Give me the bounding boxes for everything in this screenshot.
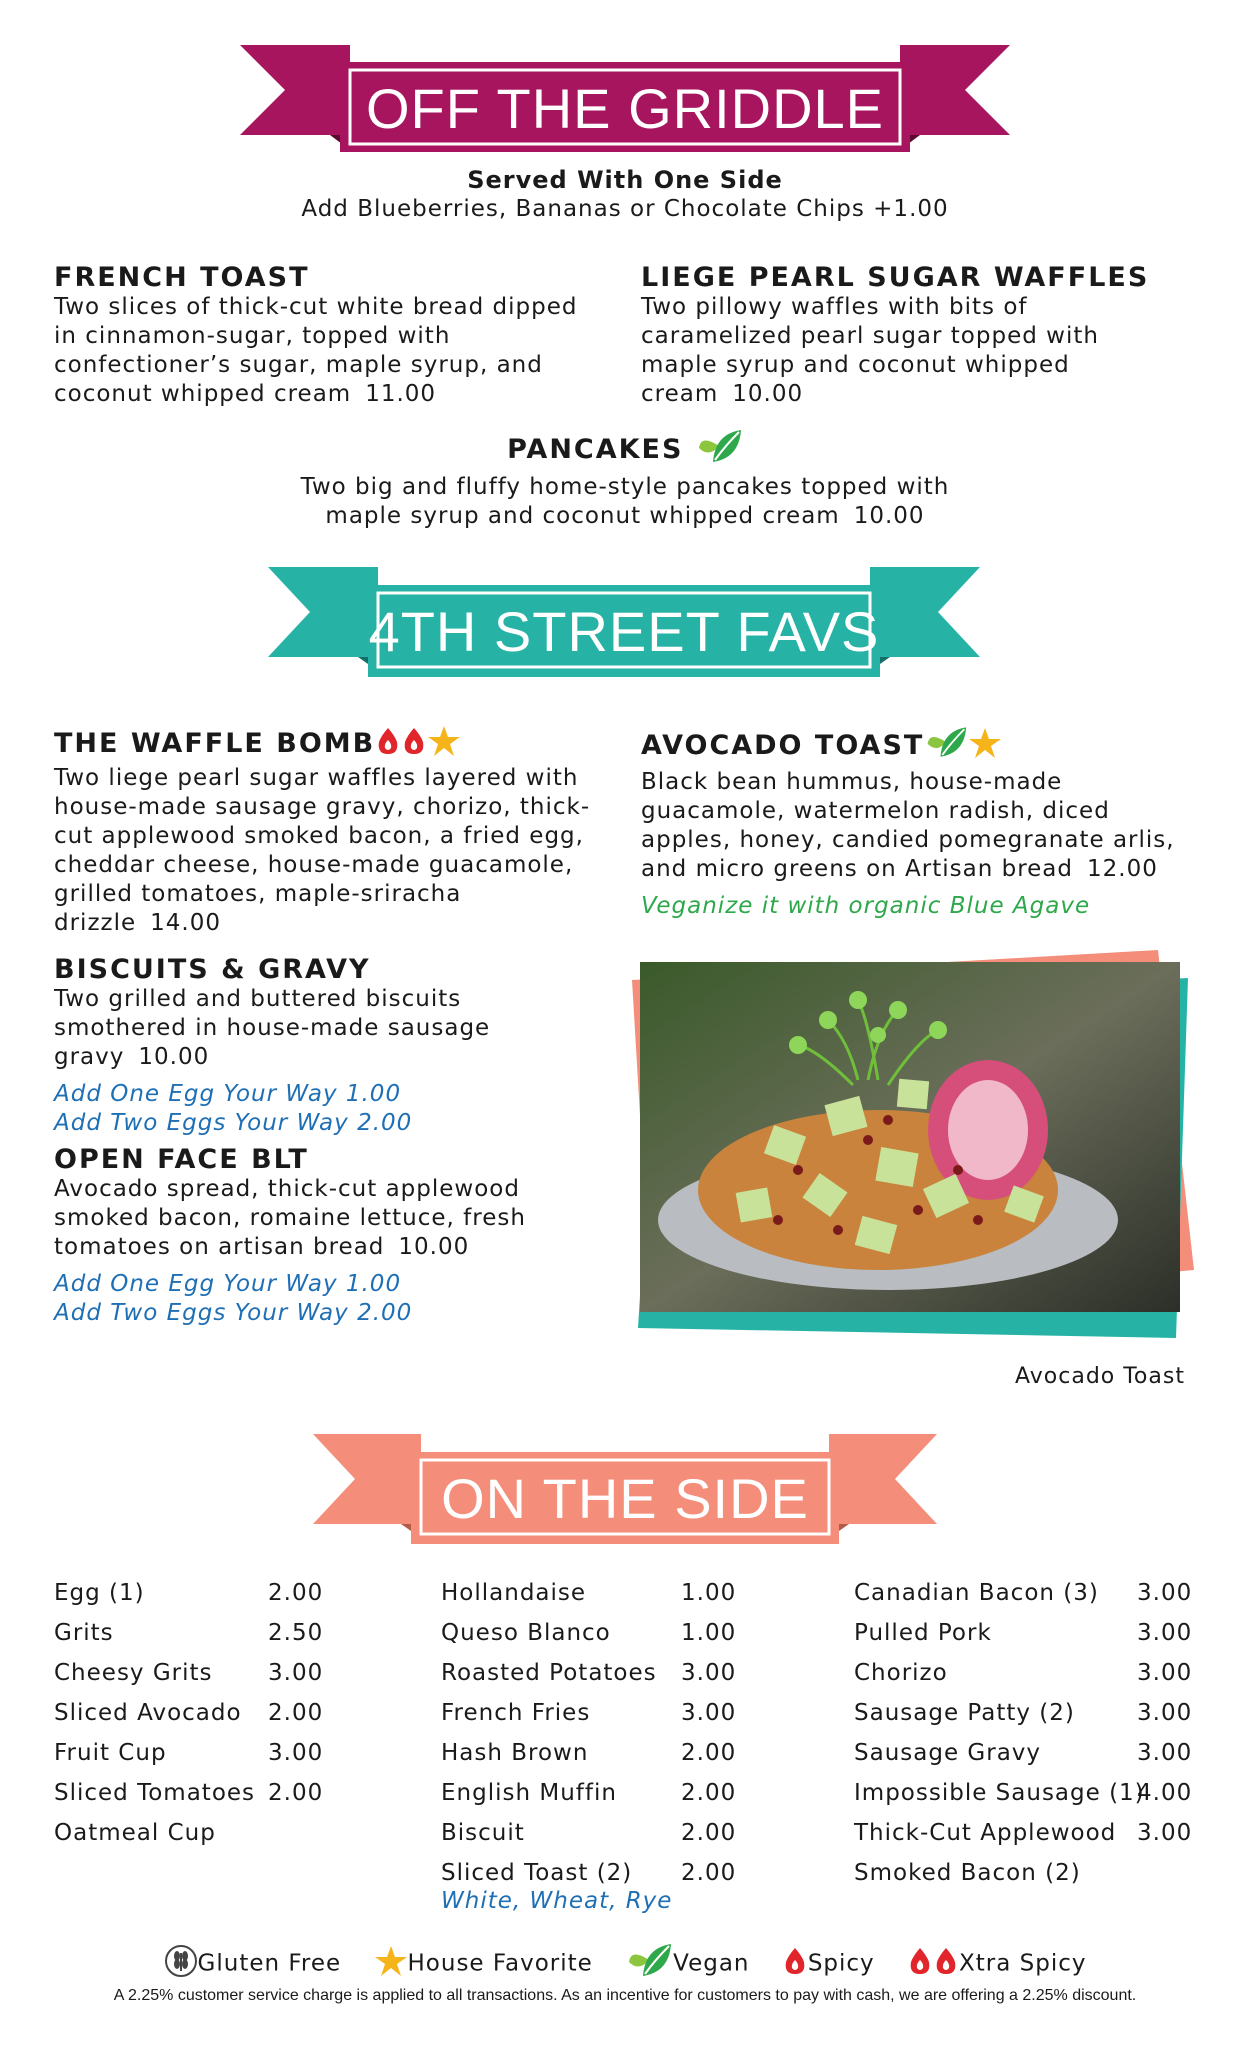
avocado-toast-photo bbox=[628, 940, 1198, 1348]
item-name-row bbox=[0, 428, 1250, 473]
side-name: Egg (1) bbox=[54, 1580, 145, 1606]
side-item bbox=[54, 1780, 354, 1820]
legend-label: Spicy bbox=[807, 1950, 875, 1977]
side-name: Fruit Cup bbox=[54, 1740, 167, 1766]
side-item bbox=[854, 1620, 1204, 1660]
favs-title: 4TH STREET FAVS bbox=[368, 600, 880, 663]
item-desc: Avocado spread, thick-cut applewood smoked bacon, romaine lettuce, fresh tomatoes on artisan bread bbox=[54, 1176, 526, 1260]
side-price: 2.00 bbox=[268, 1700, 324, 1726]
veganize-note: Veganize it with organic Blue Agave bbox=[641, 893, 1091, 919]
item-desc: Two pillowy waffles with bits of caramelized pearl sugar topped with maple syrup and coconut whipped cream bbox=[641, 294, 1099, 407]
sides-column-2 bbox=[441, 1580, 761, 1914]
spicy-icon bbox=[907, 1946, 933, 1982]
side-price: 3.00 bbox=[1137, 1700, 1193, 1726]
item-name: PANCAKES bbox=[507, 434, 684, 465]
side-name: Canadian Bacon (3) bbox=[854, 1580, 1099, 1606]
side-price: 4.00 bbox=[1137, 1780, 1193, 1806]
star-icon bbox=[968, 727, 1002, 766]
item-desc-block bbox=[641, 293, 1181, 409]
item-desc-block bbox=[641, 768, 1201, 884]
side-item bbox=[854, 1780, 1204, 1820]
side-item bbox=[441, 1740, 761, 1780]
side-price: 2.00 bbox=[681, 1860, 737, 1886]
menu-item-open-face-blt bbox=[54, 1145, 614, 1328]
addon-two-eggs: Add Two Eggs Your Way 2.00 bbox=[54, 1110, 413, 1136]
item-price: 10.00 bbox=[732, 381, 804, 407]
legend-label: House Favorite bbox=[407, 1950, 593, 1977]
side-name: Pulled Pork bbox=[854, 1620, 992, 1646]
item-price: 11.00 bbox=[365, 381, 437, 407]
addon-two-eggs: Add Two Eggs Your Way 2.00 bbox=[54, 1300, 413, 1326]
service-charge-note: A 2.25% customer service charge is applied to all transactions. As an incentive for customers to pay with cash, we are offering a 2.25% discount. bbox=[113, 1987, 1137, 2004]
item-desc-block bbox=[54, 293, 594, 409]
side-price: 2.00 bbox=[268, 1780, 324, 1806]
item-price: 12.00 bbox=[1087, 856, 1158, 882]
side-banner bbox=[313, 1432, 937, 1544]
menu-item-avocado-toast bbox=[641, 725, 1201, 921]
item-desc: Black bean hummus, house-made guacamole, watermelon radish, diced apples, honey, candied pomegranate arlis, and micro greens on Artisan bread bbox=[641, 769, 1175, 882]
side-name: Sausage Patty (2) bbox=[854, 1700, 1075, 1726]
item-name: LIEGE PEARL SUGAR WAFFLES bbox=[641, 262, 1150, 293]
side-name: Sliced Tomatoes bbox=[54, 1780, 256, 1806]
side-name: Oatmeal Cup bbox=[54, 1820, 216, 1846]
menu-item-waffle-bomb bbox=[54, 725, 624, 938]
side-name: English Muffin bbox=[441, 1780, 617, 1806]
side-item bbox=[854, 1860, 1204, 1900]
item-desc-line2: maple syrup and coconut whipped cream bbox=[325, 503, 840, 529]
vegan-icon bbox=[695, 428, 743, 473]
menu-item-biscuits-gravy bbox=[54, 955, 594, 1138]
item-desc-block bbox=[0, 502, 1250, 531]
side-price: 2.00 bbox=[681, 1820, 737, 1846]
side-item bbox=[54, 1740, 354, 1780]
menu-item-liege-waffles bbox=[641, 263, 1181, 409]
legend-house-favorite bbox=[374, 1945, 593, 1983]
side-name: Cheesy Grits bbox=[54, 1660, 213, 1686]
menu-item-french-toast bbox=[54, 263, 594, 409]
side-name: Chorizo bbox=[854, 1660, 948, 1686]
side-item bbox=[854, 1740, 1204, 1780]
item-desc: Two slices of thick-cut white bread dipped in cinnamon-sugar, topped with confectioner’s sugar, maple syrup, and coconut whipped cream bbox=[54, 294, 578, 407]
item-name: FRENCH TOAST bbox=[54, 262, 310, 293]
side-item bbox=[854, 1700, 1204, 1740]
side-name: Hollandaise bbox=[441, 1580, 587, 1606]
side-item bbox=[54, 1700, 354, 1740]
star-icon bbox=[427, 725, 461, 764]
side-name: Hash Brown bbox=[441, 1740, 589, 1766]
legend-gluten-free bbox=[164, 1944, 342, 1984]
side-price: 2.50 bbox=[268, 1620, 324, 1646]
item-name-row bbox=[641, 725, 1201, 768]
item-desc-line1: Two big and fluffy home-style pancakes topped with bbox=[300, 474, 950, 500]
side-item bbox=[441, 1780, 761, 1820]
item-name-row bbox=[54, 725, 624, 764]
spicy-icon bbox=[933, 1946, 959, 1982]
legend-label: Gluten Free bbox=[197, 1950, 342, 1977]
side-name: French Fries bbox=[441, 1700, 591, 1726]
legend-label: Xtra Spicy bbox=[958, 1950, 1087, 1977]
side-price: 1.00 bbox=[681, 1620, 737, 1646]
side-price: 3.00 bbox=[268, 1740, 324, 1766]
side-item bbox=[854, 1820, 1204, 1860]
legend-label: Vegan bbox=[673, 1950, 750, 1977]
side-item bbox=[441, 1820, 761, 1860]
side-price: 1.00 bbox=[681, 1580, 737, 1606]
griddle-subtitle-bold: Served With One Side bbox=[467, 166, 783, 194]
side-price: 3.00 bbox=[1137, 1580, 1193, 1606]
item-desc: Two liege pearl sugar waffles layered with house-made sausage gravy, chorizo, thick-cut applewood smoked bacon, a fried egg, cheddar cheese, house-made guacamole, grilled tomatoes, maple-sriracha drizzle bbox=[54, 765, 591, 936]
side-name: Sliced Toast (2) bbox=[441, 1860, 633, 1886]
item-desc: Two grilled and buttered biscuits smothered in house-made sausage gravy bbox=[54, 986, 491, 1070]
griddle-subtitle: Add Blueberries, Bananas or Chocolate Chips +1.00 bbox=[301, 196, 949, 222]
item-desc-block bbox=[54, 764, 624, 938]
side-name: Roasted Potatoes bbox=[441, 1660, 657, 1686]
vegan-icon bbox=[924, 725, 968, 768]
side-name: Queso Blanco bbox=[441, 1620, 611, 1646]
griddle-banner bbox=[240, 40, 1010, 152]
side-item bbox=[441, 1620, 761, 1660]
side-name: Grits bbox=[54, 1620, 114, 1646]
item-name: THE WAFFLE BOMB bbox=[54, 728, 376, 759]
side-price: 2.00 bbox=[681, 1780, 737, 1806]
side-price: 3.00 bbox=[1137, 1740, 1193, 1766]
spicy-icon bbox=[375, 726, 401, 763]
griddle-title: OFF THE GRIDDLE bbox=[365, 77, 884, 140]
sides-column-3 bbox=[854, 1580, 1204, 1900]
side-item bbox=[441, 1660, 761, 1700]
favs-banner bbox=[268, 565, 980, 677]
side-name: Biscuit bbox=[441, 1820, 525, 1846]
side-name: Sliced Avocado bbox=[54, 1700, 242, 1726]
sides-column-1 bbox=[54, 1580, 354, 1860]
star-icon bbox=[374, 1945, 408, 1983]
side-price: 3.00 bbox=[1137, 1660, 1193, 1686]
menu-item-pancakes bbox=[0, 428, 1250, 531]
photo-caption: Avocado Toast bbox=[1015, 1364, 1185, 1389]
side-item bbox=[54, 1660, 354, 1700]
side-name: Thick-Cut Applewood bbox=[854, 1820, 1117, 1846]
side-price: 3.00 bbox=[1137, 1820, 1193, 1846]
side-item bbox=[441, 1860, 761, 1914]
side-item bbox=[854, 1660, 1204, 1700]
side-item bbox=[854, 1580, 1204, 1620]
side-title: ON THE SIDE bbox=[441, 1467, 809, 1530]
item-desc-block bbox=[54, 985, 594, 1072]
legend-spicy bbox=[782, 1946, 875, 1982]
side-name: Smoked Bacon (2) bbox=[854, 1860, 1081, 1886]
side-name: Impossible Sausage (1) bbox=[854, 1780, 1145, 1806]
toast-options: White, Wheat, Rye bbox=[441, 1888, 673, 1914]
side-item bbox=[441, 1700, 761, 1740]
item-desc-block bbox=[54, 1175, 614, 1262]
side-price: 3.00 bbox=[1137, 1620, 1193, 1646]
side-price: 3.00 bbox=[268, 1660, 324, 1686]
side-item bbox=[54, 1580, 354, 1620]
item-price: 10.00 bbox=[853, 503, 925, 529]
item-name: AVOCADO TOAST bbox=[641, 730, 925, 761]
vegan-icon bbox=[625, 1942, 673, 1986]
gluten-free-icon bbox=[164, 1944, 198, 1984]
spicy-icon bbox=[401, 726, 427, 763]
item-price: 14.00 bbox=[150, 910, 221, 936]
side-name: Sausage Gravy bbox=[854, 1740, 1042, 1766]
spicy-icon bbox=[782, 1946, 808, 1982]
addon-one-egg: Add One Egg Your Way 1.00 bbox=[54, 1271, 402, 1297]
side-price: 2.00 bbox=[268, 1580, 324, 1606]
side-item bbox=[54, 1820, 354, 1860]
side-price: 3.00 bbox=[681, 1660, 737, 1686]
item-name: OPEN FACE BLT bbox=[54, 1144, 309, 1175]
legend-xtra-spicy bbox=[907, 1946, 1086, 1982]
side-price: 3.00 bbox=[681, 1700, 737, 1726]
item-name: BISCUITS & GRAVY bbox=[54, 954, 371, 985]
side-item bbox=[54, 1620, 354, 1660]
item-price: 10.00 bbox=[398, 1234, 470, 1260]
addon-one-egg: Add One Egg Your Way 1.00 bbox=[54, 1081, 402, 1107]
legend-vegan bbox=[625, 1942, 749, 1986]
item-price: 10.00 bbox=[138, 1044, 210, 1070]
icon-legend bbox=[0, 1942, 1250, 1986]
side-price: 2.00 bbox=[681, 1740, 737, 1766]
side-item bbox=[441, 1580, 761, 1620]
